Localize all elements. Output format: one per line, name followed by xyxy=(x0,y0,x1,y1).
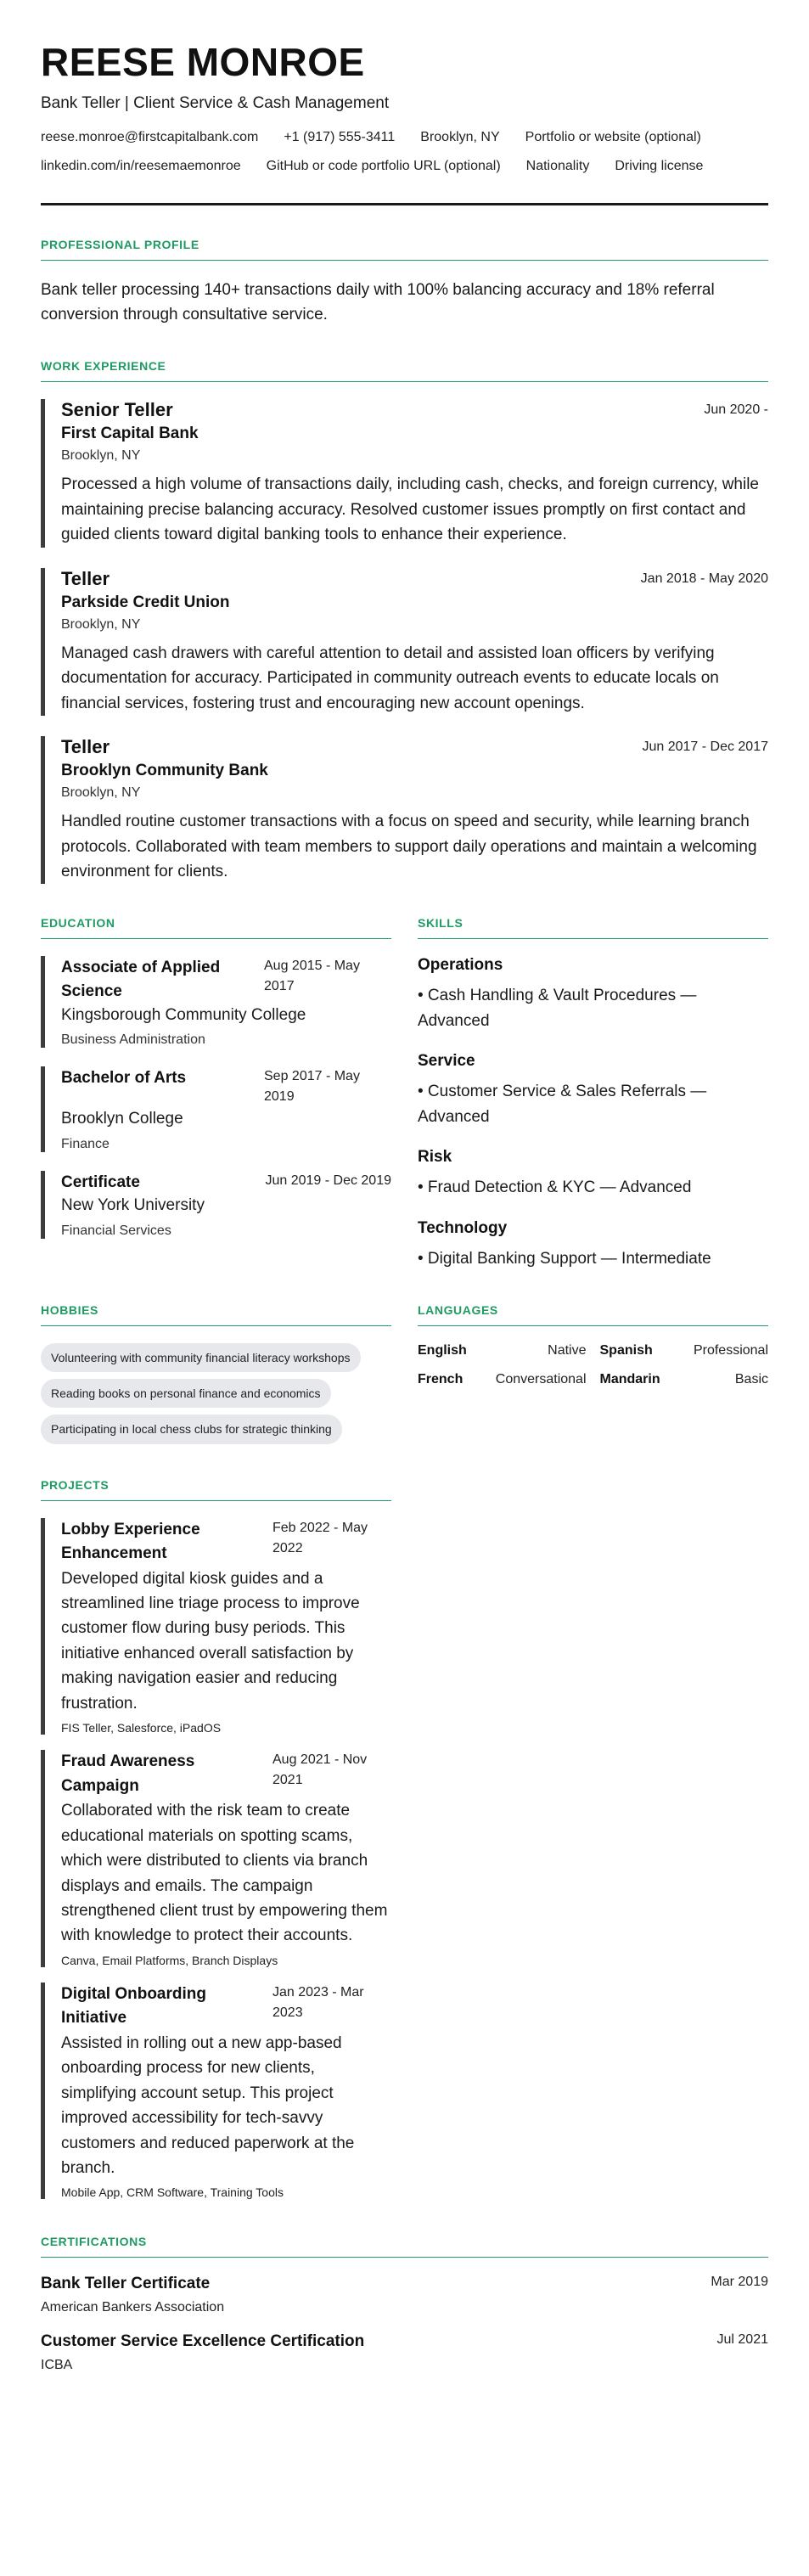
skills-section xyxy=(418,916,768,1290)
section-title: WORK EXPERIENCE xyxy=(41,359,768,382)
section-title: PROJECTS xyxy=(41,1478,391,1501)
job-title: Teller xyxy=(61,736,110,758)
section-title: EDUCATION xyxy=(41,916,391,939)
field-of-study: Financial Services xyxy=(61,1223,171,1238)
job-location: Brooklyn, NY xyxy=(61,785,141,801)
job-description: Handled routine customer transactions with a focus on speed and security, while learning branch protocols. Collaborated with team members to support daily operations and maintain a welcoming environment for clients. xyxy=(61,813,757,880)
language-name: Spanish xyxy=(599,1343,653,1358)
job-dates: Jun 2020 - xyxy=(704,402,768,418)
certification-date: Jul 2021 xyxy=(716,2332,768,2348)
skill-category: Operations xyxy=(418,956,503,975)
skill-item: • Cash Handling & Vault Procedures — Advanced xyxy=(418,987,697,1030)
education-entry xyxy=(41,1171,391,1239)
candidate-name: REESE MONROE xyxy=(41,40,365,84)
certification-issuer: ICBA xyxy=(41,2358,73,2373)
certification-name: Customer Service Excellence Certification xyxy=(41,2332,365,2351)
job-dates: Jan 2018 - May 2020 xyxy=(640,571,768,586)
skill-category: Technology xyxy=(418,1218,508,1237)
language-entry xyxy=(418,1343,587,1358)
section-title: CERTIFICATIONS xyxy=(41,2235,768,2258)
project-description: Developed digital kiosk guides and a streamlined line triage process to improve customer flow during busy periods. This initiative enhanced overall satisfaction by making navigation easier and reducing frustration. xyxy=(61,1569,360,1713)
project-tools: Canva, Email Platforms, Branch Displays xyxy=(61,1953,278,1967)
project-name: Fraud Awareness Campaign xyxy=(61,1752,195,1795)
project-entry xyxy=(41,1983,391,2200)
section-title: PROFESSIONAL PROFILE xyxy=(41,238,768,261)
certification-entry xyxy=(41,2332,768,2373)
language-name: Mandarin xyxy=(599,1372,660,1387)
project-dates: Jan 2023 - Mar 2023 xyxy=(272,1984,364,2020)
education-entry xyxy=(41,956,391,1048)
section-title: SKILLS xyxy=(418,916,768,939)
language-entry xyxy=(600,1372,769,1387)
project-dates: Feb 2022 - May 2022 xyxy=(272,1520,368,1555)
language-level: Conversational xyxy=(495,1372,587,1387)
field-of-study: Business Administration xyxy=(61,1032,205,1047)
contact-email[interactable]: reese.monroe@firstcapitalbank.com xyxy=(41,129,259,144)
experience-section xyxy=(41,359,768,884)
language-entry xyxy=(600,1343,769,1358)
contact-location: Brooklyn, NY xyxy=(420,129,500,144)
school: Kingsborough Community College xyxy=(61,1005,306,1024)
hobbies-languages-row xyxy=(41,1303,768,1451)
job-description: Managed cash drawers with careful attention to detail and assisted loan officers by verifying documentation for accuracy. Participated in community outreach events to educate locals on financial services, fostering trust and encouraging new account openings. xyxy=(61,644,719,712)
candidate-headline: Bank Teller | Client Service & Cash Management xyxy=(41,93,390,112)
projects-section xyxy=(41,1478,391,2215)
field-of-study: Finance xyxy=(61,1136,110,1151)
hobby-tag: Volunteering with community financial literacy workshops xyxy=(41,1343,361,1372)
contact-github[interactable]: GitHub or code portfolio URL (optional) xyxy=(266,158,501,173)
hobbies-section xyxy=(41,1303,391,1451)
language-grid xyxy=(418,1343,768,1387)
language-name: English xyxy=(418,1343,467,1358)
hobby-tag: Reading books on personal finance and economics xyxy=(41,1379,331,1408)
project-entry xyxy=(41,1750,391,1967)
project-dates: Aug 2021 - Nov 2021 xyxy=(272,1752,368,1788)
hobby-tag: Participating in local chess clubs for strategic thinking xyxy=(41,1415,342,1443)
languages-section xyxy=(418,1303,768,1451)
language-entry xyxy=(418,1372,587,1387)
experience-entry xyxy=(41,568,768,716)
job-dates: Jun 2017 - Dec 2017 xyxy=(642,740,768,755)
employer: Brooklyn Community Bank xyxy=(61,762,268,780)
profile-section xyxy=(41,238,768,328)
skill-category: Service xyxy=(418,1052,475,1071)
skill-category: Risk xyxy=(418,1148,452,1167)
skill-item: • Digital Banking Support — Intermediate xyxy=(418,1249,711,1268)
education-dates: Sep 2017 - May 2019 xyxy=(264,1069,360,1104)
education-dates: Aug 2015 - May 2017 xyxy=(264,959,360,994)
employer: Parkside Credit Union xyxy=(61,593,230,611)
school: New York University xyxy=(61,1196,205,1215)
language-level: Basic xyxy=(734,1372,768,1387)
skill-item: • Customer Service & Sales Referrals — Advanced xyxy=(418,1083,707,1126)
certification-entry xyxy=(41,2275,768,2315)
section-title: LANGUAGES xyxy=(418,1303,768,1326)
certification-issuer: American Bankers Association xyxy=(41,2300,225,2315)
experience-entry xyxy=(41,736,768,884)
experience-entry xyxy=(41,399,768,547)
school: Brooklyn College xyxy=(61,1110,183,1128)
education-section xyxy=(41,916,391,1290)
contact-driving-license: Driving license xyxy=(615,158,704,173)
contact-nationality: Nationality xyxy=(525,158,590,173)
language-level: Professional xyxy=(693,1343,768,1358)
project-tools: FIS Teller, Salesforce, iPadOS xyxy=(61,1721,222,1735)
contact-portfolio[interactable]: Portfolio or website (optional) xyxy=(525,129,701,144)
degree: Associate of Applied Science xyxy=(61,959,221,1000)
contact-list xyxy=(41,130,768,188)
job-location: Brooklyn, NY xyxy=(61,616,141,632)
job-title: Senior Teller xyxy=(61,399,173,421)
project-name: Digital Onboarding Initiative xyxy=(61,1984,206,2028)
language-name: French xyxy=(418,1372,463,1387)
certification-name: Bank Teller Certificate xyxy=(41,2275,211,2293)
profile-summary: Bank teller processing 140+ transactions daily with 100% balancing accuracy and 18% referral conversion through consultative service. xyxy=(41,280,715,324)
education-skills-row xyxy=(41,916,768,1290)
project-description: Collaborated with the risk team to create educational materials on spotting scams, which were distributed to clients via branch displays and emails. The campaign strengthened client trust by empowering them with knowledge to protect their accounts. xyxy=(61,1802,388,1945)
project-description: Assisted in rolling out a new app-based onboarding process for new clients, simplifying account setup. This project improved accessibility for tech-savvy customers and reduced paperwork at the branch. xyxy=(61,2033,355,2178)
degree: Bachelor of Arts xyxy=(61,1069,187,1087)
empty-column xyxy=(418,1478,768,2215)
projects-row xyxy=(41,1478,768,2215)
degree: Certificate xyxy=(61,1173,140,1191)
education-entry xyxy=(41,1066,391,1152)
section-title: HOBBIES xyxy=(41,1303,391,1326)
education-dates: Jun 2019 - Dec 2019 xyxy=(265,1173,391,1188)
job-title: Teller xyxy=(61,567,110,589)
certification-date: Mar 2019 xyxy=(711,2275,768,2290)
certifications-section xyxy=(41,2235,768,2373)
job-location: Brooklyn, NY xyxy=(61,448,141,464)
header-divider xyxy=(41,203,768,205)
resume-header xyxy=(41,41,768,205)
language-level: Native xyxy=(548,1343,587,1358)
employer: First Capital Bank xyxy=(61,425,199,443)
project-name: Lobby Experience Enhancement xyxy=(61,1520,200,1563)
project-tools: Mobile App, CRM Software, Training Tools xyxy=(61,2185,284,2200)
project-entry xyxy=(41,1518,391,1735)
skill-item: • Fraud Detection & KYC — Advanced xyxy=(418,1178,692,1197)
job-description: Processed a high volume of transactions daily, including cash, checks, and foreign currency, while maintaining precise balancing accuracy. Resolved customer issues promptly on first contact and guided clients toward digital banking tools to enhance their experience. xyxy=(61,475,760,544)
contact-linkedin[interactable]: linkedin.com/in/reesemaemonroe xyxy=(41,158,241,173)
contact-phone[interactable]: +1 (917) 555-3411 xyxy=(284,129,396,144)
